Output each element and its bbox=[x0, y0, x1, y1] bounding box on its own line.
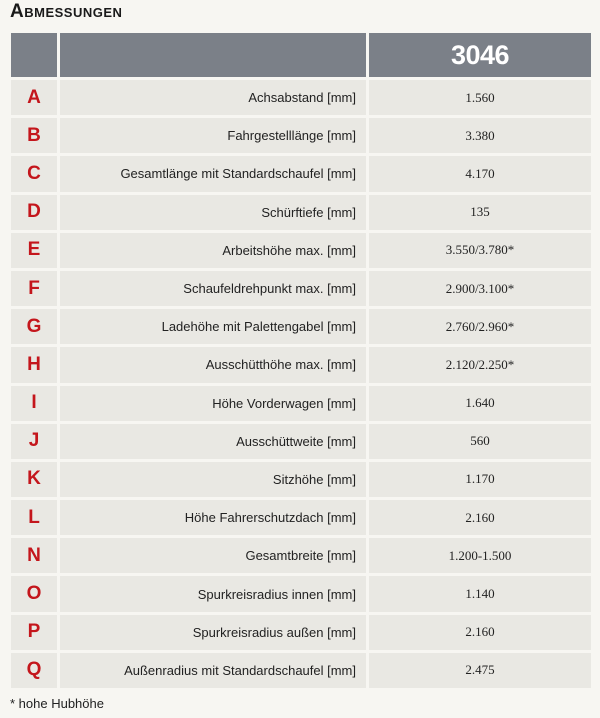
row-value: 2.760/2.960* bbox=[369, 309, 591, 344]
table-row bbox=[11, 462, 591, 497]
row-label: Spurkreisradius außen [mm] bbox=[60, 615, 366, 650]
table-row bbox=[11, 538, 591, 573]
dimensions-table bbox=[11, 33, 591, 688]
row-value: 1.170 bbox=[369, 462, 591, 497]
row-label: Sitzhöhe [mm] bbox=[60, 462, 366, 497]
row-value: 2.160 bbox=[369, 500, 591, 535]
row-letter: N bbox=[11, 538, 57, 573]
table-row bbox=[11, 500, 591, 535]
row-label: Fahrgestelllänge [mm] bbox=[60, 118, 366, 153]
row-label: Ausschütthöhe max. [mm] bbox=[60, 347, 366, 382]
row-label: Ladehöhe mit Palettengabel [mm] bbox=[60, 309, 366, 344]
row-letter: H bbox=[11, 347, 57, 382]
row-label: Außenradius mit Standardschaufel [mm] bbox=[60, 653, 366, 688]
row-letter: P bbox=[11, 615, 57, 650]
table-row bbox=[11, 576, 591, 611]
row-value: 2.900/3.100* bbox=[369, 271, 591, 306]
row-value: 2.160 bbox=[369, 615, 591, 650]
row-value: 135 bbox=[369, 195, 591, 230]
row-label: Gesamtbreite [mm] bbox=[60, 538, 366, 573]
row-letter: G bbox=[11, 309, 57, 344]
row-letter: D bbox=[11, 195, 57, 230]
table-row bbox=[11, 195, 591, 230]
row-letter: O bbox=[11, 576, 57, 611]
row-label: Achsabstand [mm] bbox=[60, 80, 366, 115]
row-letter: C bbox=[11, 156, 57, 191]
row-label: Höhe Vorderwagen [mm] bbox=[60, 386, 366, 421]
row-value: 4.170 bbox=[369, 156, 591, 191]
row-value: 560 bbox=[369, 424, 591, 459]
header-letter-cell bbox=[11, 33, 57, 77]
row-letter: K bbox=[11, 462, 57, 497]
row-value: 2.475 bbox=[369, 653, 591, 688]
table-row bbox=[11, 653, 591, 688]
header-label-cell bbox=[60, 33, 366, 77]
row-value: 3.380 bbox=[369, 118, 591, 153]
table-row bbox=[11, 118, 591, 153]
model-number: 3046 bbox=[450, 39, 510, 70]
table-header bbox=[11, 33, 591, 77]
row-value: 2.120/2.250* bbox=[369, 347, 591, 382]
table-row bbox=[11, 80, 591, 115]
row-label: Ausschüttweite [mm] bbox=[60, 424, 366, 459]
row-label: Schaufeldrehpunkt max. [mm] bbox=[60, 271, 366, 306]
table-row bbox=[11, 271, 591, 306]
row-letter: F bbox=[11, 271, 57, 306]
row-value: 1.560 bbox=[369, 80, 591, 115]
row-value: 3.550/3.780* bbox=[369, 233, 591, 268]
table-row bbox=[11, 347, 591, 382]
row-value: 1.640 bbox=[369, 386, 591, 421]
row-letter: Q bbox=[11, 653, 57, 688]
footnote: * hohe Hubhöhe bbox=[10, 696, 104, 711]
row-label: Höhe Fahrerschutzdach [mm] bbox=[60, 500, 366, 535]
table-row bbox=[11, 156, 591, 191]
row-label: Arbeitshöhe max. [mm] bbox=[60, 233, 366, 268]
row-letter: E bbox=[11, 233, 57, 268]
table-row bbox=[11, 424, 591, 459]
table-row bbox=[11, 615, 591, 650]
table-row bbox=[11, 386, 591, 421]
row-letter: I bbox=[11, 386, 57, 421]
row-value: 1.140 bbox=[369, 576, 591, 611]
row-label: Spurkreisradius innen [mm] bbox=[60, 576, 366, 611]
row-label: Gesamtlänge mit Standardschaufel [mm] bbox=[60, 156, 366, 191]
table-row bbox=[11, 309, 591, 344]
page-title: Abmessungen bbox=[10, 1, 123, 22]
row-letter: A bbox=[11, 80, 57, 115]
header-model-cell bbox=[369, 33, 591, 77]
row-label: Schürftiefe [mm] bbox=[60, 195, 366, 230]
table-row bbox=[11, 233, 591, 268]
row-value: 1.200-1.500 bbox=[369, 538, 591, 573]
row-letter: L bbox=[11, 500, 57, 535]
row-letter: B bbox=[11, 118, 57, 153]
row-letter: J bbox=[11, 424, 57, 459]
